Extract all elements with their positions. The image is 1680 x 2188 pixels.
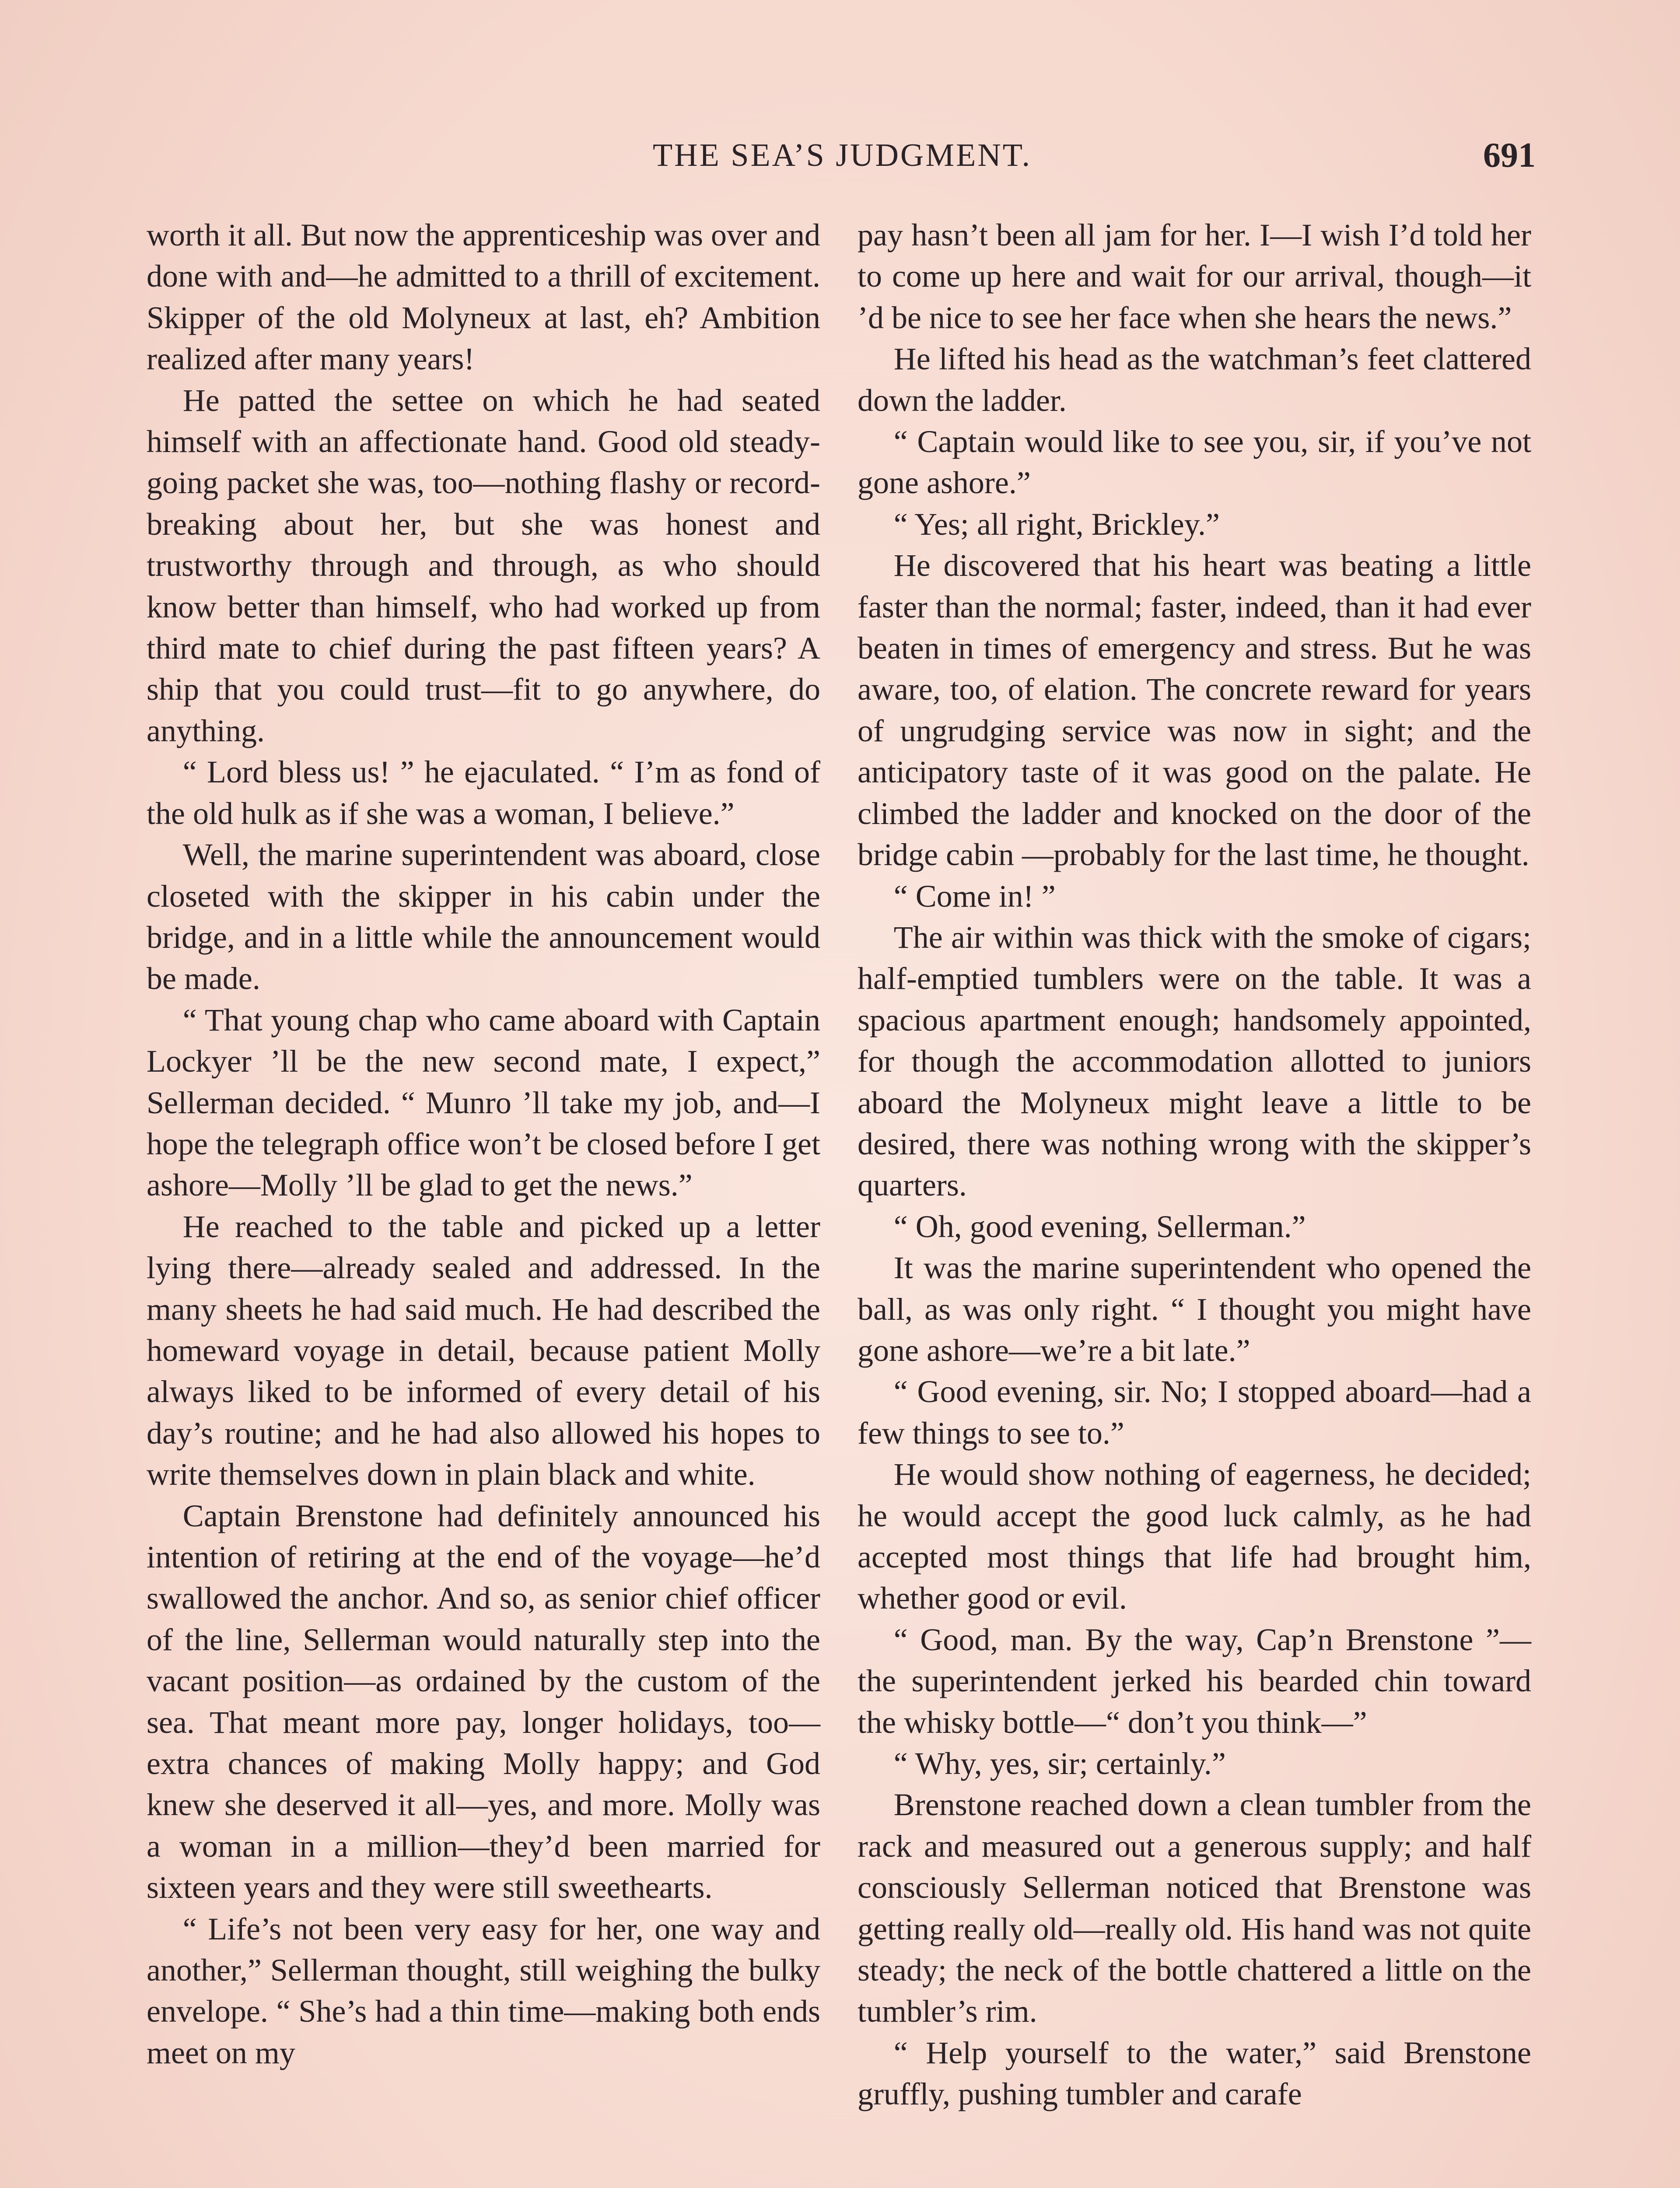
paragraph: He lifted his head as the watchman’s feet clattered down the ladder.: [858, 341, 1531, 418]
page-number: 691: [1483, 136, 1536, 175]
paragraph: “ That young chap who came aboard with Captain Lockyer ’ll be the new second mate, I expect,” Sellerman decided. “ Munro ’ll take my job, and—I hope the telegraph office won’t be closed before I get ashore—Molly ’ll be glad to get the news.”: [147, 1002, 820, 1203]
page-header: [149, 131, 1536, 179]
left-column: [147, 214, 820, 2073]
paragraph: “ Help yourself to the water,” said Brenstone gruffly, pushing tumbler and carafe: [858, 2035, 1531, 2112]
paragraph: Brenstone reached down a clean tumbler from the rack and measured out a generous supply; and half consciously Sellerman noticed that Brenstone was getting really old—really old. His hand was not quite steady; the neck of the bottle chattered a little on the tumbler’s rim.: [858, 1787, 1531, 2029]
paragraph: It was the marine superintendent who opened the ball, as was only right. “ I thought you might have gone ashore—we’re a bit late.”: [858, 1250, 1531, 1368]
paragraph: “ Why, yes, sir; certainly.”: [893, 1746, 1226, 1781]
paragraph: The air within was thick with the smoke of cigars; half-emptied tumblers were on the table. It was a spacious apartment enough; handsomely appointed, for though the accommodation allotted to juniors aboard the Molyneux might leave a little to be desired, there was nothing wrong with the skipper’s quarters.: [858, 919, 1531, 1203]
paragraph: “ Oh, good evening, Sellerman.”: [893, 1209, 1306, 1244]
paragraph: worth it all. But now the apprenticeship was over and done with and—he admitted to a thrill of excitement. Skipper of the old Molyneux at last, eh? Ambition realized after many years!: [147, 217, 820, 377]
paragraph: “ Good evening, sir. No; I stopped aboard—had a few things to see to.”: [858, 1374, 1531, 1451]
paragraph: Well, the marine superintendent was aboard, close closeted with the skipper in his cabin under the bridge, and in a little while the announcement would be made.: [147, 837, 820, 996]
paragraph: “ Life’s not been very easy for her, one way and another,” Sellerman thought, still weighing the bulky envelope. “ She’s had a thin time—making both ends meet on my: [147, 1911, 820, 2070]
paragraph: “ Yes; all right, Brickley.”: [893, 506, 1220, 542]
paragraph: “ Lord bless us! ” he ejaculated. “ I’m as fond of the old hulk as if she was a woman, I believe.”: [147, 754, 820, 831]
paragraph: He reached to the table and picked up a letter lying there—already sealed and addressed. In the many sheets he had said much. He had described the homeward voyage in detail, because patient Molly always liked to be informed of every detail of his day’s routine; and he had also allowed his hopes to write themselves down in plain black and white.: [147, 1209, 820, 1492]
paragraph: “ Captain would like to see you, sir, if you’ve not gone ashore.”: [858, 424, 1531, 501]
paragraph: pay hasn’t been all jam for her. I—I wish I’d told her to come up here and wait for our arrival, though—it ’d be nice to see her face when she hears the news.”: [858, 217, 1531, 335]
paragraph: “ Good, man. By the way, Cap’n Brenstone ”—the superintendent jerked his bearded chin toward the whisky bottle—“ don’t you think—”: [858, 1622, 1531, 1740]
paragraph: He would show nothing of eagerness, he decided; he would accept the good luck calmly, as he had accepted most things that life had brought him, whether good or evil.: [858, 1457, 1531, 1616]
paragraph: He patted the settee on which he had seated himself with an affectionate hand. Good old steady-going packet she was, too—nothing flashy or record-breaking about her, but she was honest and trustworthy through and through, as who should know better than himself, who had worked up from third mate to chief during the past fifteen years? A ship that you could trust—fit to go anywhere, do anything.: [147, 382, 820, 748]
right-column: [858, 214, 1531, 2115]
running-title: THE SEA’S JUDGMENT.: [652, 137, 1032, 173]
paragraph: He discovered that his heart was beating a little faster than the normal; faster, indeed, than it had ever beaten in times of emergency and stress. But he was aware, too, of elation. The concrete reward for years of ungrudging service was now in sight; and the anticipatory taste of it was good on the palate. He climbed the ladder and knocked on the door of the bridge cabin —probably for the last time, he thought.: [858, 548, 1531, 873]
paragraph: “ Come in! ”: [893, 878, 1056, 914]
paragraph: Captain Brenstone had definitely announced his intention of retiring at the end of the voyage—he’d swallowed the anchor. And so, as senior chief officer of the line, Sellerman would naturally step into the vacant position—as ordained by the custom of the sea. That meant more pay, longer holidays, too—extra chances of making Molly happy; and God knew she deserved it all—yes, and more. Molly was a woman in a million—they’d been married for sixteen years and they were still sweethearts.: [147, 1498, 820, 1905]
